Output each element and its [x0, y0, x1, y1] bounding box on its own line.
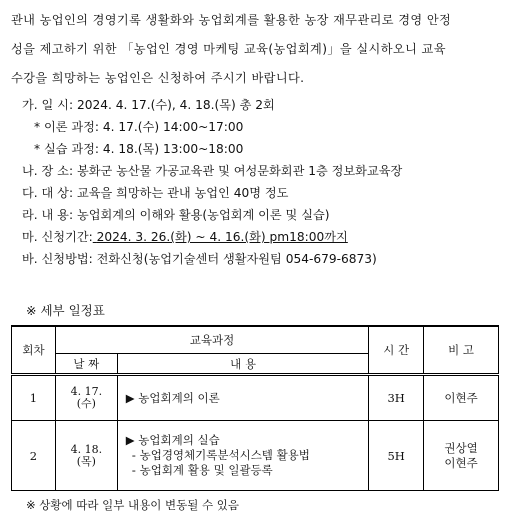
remarks-line: 권상열	[444, 440, 478, 455]
detail-value: 전화신청(농업기술센터 생활자원팀 054-679-6873)	[96, 252, 377, 266]
detail-value: 4. 18.(목) 13:00~18:00	[102, 142, 244, 156]
cell-remarks	[424, 421, 499, 491]
detail-key: 나. 장 소:	[22, 164, 74, 178]
detail-key: * 실습 과정:	[34, 142, 100, 156]
table-row	[12, 421, 499, 491]
table-row	[12, 375, 499, 421]
header-date: 날 짜	[55, 354, 117, 375]
intro-line: 관내 농업인의 경영기록 생활화와 농업회계를 활용한 농장 재무관리로 경영 안정	[11, 13, 452, 27]
detail-key: 마. 신청기간:	[22, 230, 93, 244]
detail-period	[22, 226, 502, 248]
detail-value: 2024. 3. 26.(화) ~ 4. 16.(화) pm18:00까지	[96, 230, 348, 244]
header-time: 시 간	[369, 326, 424, 375]
detail-key: 바. 신청방법:	[22, 252, 93, 266]
cell-session: 1	[12, 375, 56, 421]
schedule-title: ※ 세부 일정표	[26, 303, 105, 318]
detail-method	[22, 248, 502, 270]
detail-value: 4. 17.(수) 14:00~17:00	[102, 120, 244, 134]
detail-key: 가. 일 시:	[22, 98, 74, 112]
cell-date	[55, 421, 117, 491]
detail-practice	[22, 138, 502, 160]
detail-key: * 이론 과정:	[34, 120, 100, 134]
cell-content	[117, 375, 368, 421]
cell-time: 5H	[369, 421, 424, 491]
content-line: - 농업회계 활용 및 일괄등록	[131, 463, 273, 477]
date-bottom: (목)	[76, 454, 96, 468]
cell-session: 2	[12, 421, 56, 491]
schedule-table	[11, 325, 499, 491]
detail-value: 봉화군 농산물 가공교육관 및 여성문화회관 1층 정보화교육장	[76, 164, 403, 178]
details-list	[22, 94, 502, 270]
intro-line: 성을 제고하기 위한 「농업인 경영 마케팅 교육(농업회계)」을 실시하오니 교육	[11, 42, 446, 56]
detail-place	[22, 160, 502, 182]
intro-paragraph	[11, 6, 503, 93]
intro-line: 수강을 희망하는 농업인은 신청하여 주시기 바랍니다.	[11, 71, 305, 85]
remarks-line: 이현주	[444, 455, 478, 470]
detail-value: 2024. 4. 17.(수), 4. 18.(목) 총 2회	[76, 98, 275, 112]
content-line: - 농업경영체기록분석시스템 활용법	[131, 448, 310, 462]
content-line: ▶ 농업회계의 이론	[125, 390, 220, 405]
cell-time: 3H	[369, 375, 424, 421]
detail-theory	[22, 116, 502, 138]
date-top: 4. 18.	[70, 442, 103, 456]
detail-key: 라. 내 용:	[22, 208, 74, 222]
header-session: 회차	[12, 326, 56, 375]
date-top: 4. 17.	[70, 385, 103, 398]
remarks-line: 이현주	[444, 391, 478, 405]
cell-remarks	[424, 375, 499, 421]
detail-value: 농업회계의 이해와 활용(농업회계 이론 및 실습)	[76, 208, 330, 222]
header-remarks: 비 고	[424, 326, 499, 375]
detail-content	[22, 204, 502, 226]
detail-value: 교육을 희망하는 관내 농업인 40명 정도	[76, 186, 289, 200]
header-content: 내 용	[117, 354, 368, 375]
cell-date	[55, 375, 117, 421]
header-course: 교육과정	[55, 326, 368, 354]
content-line: ▶ 농업회계의 실습	[125, 433, 220, 447]
detail-key: 다. 대 상:	[22, 186, 74, 200]
schedule-note: ※ 상황에 따라 일부 내용이 변동될 수 있음	[26, 498, 239, 512]
date-bottom: (수)	[76, 397, 96, 410]
detail-target	[22, 182, 502, 204]
cell-content	[117, 421, 368, 491]
detail-date	[22, 94, 502, 116]
